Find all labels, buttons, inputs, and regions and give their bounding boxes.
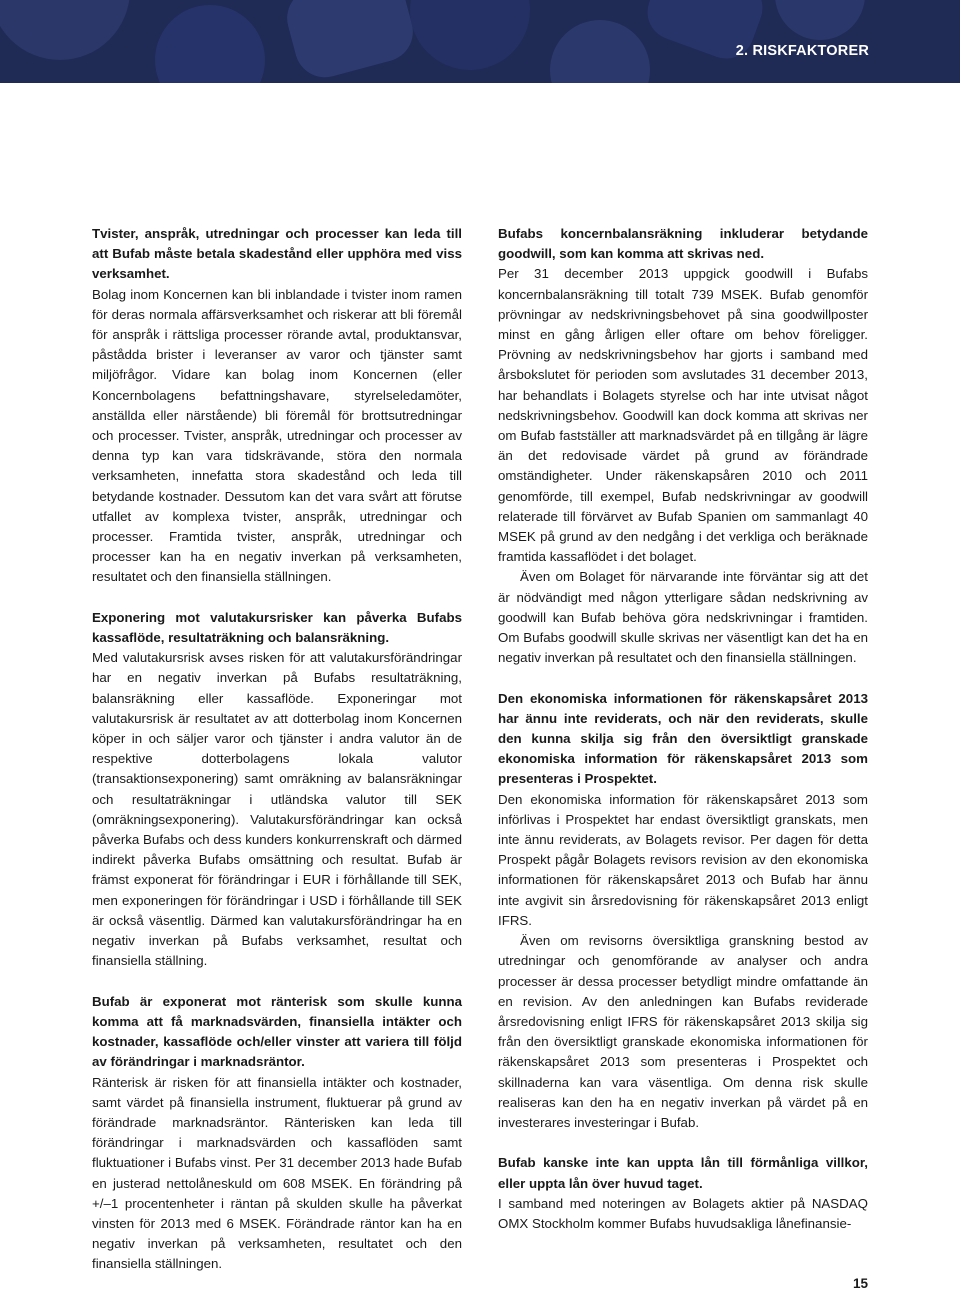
section-heading: Den ekonomiska informationen för räkenskapsåret 2013 har ännu inte reviderats, och när den reviderats, skulle den kunna skilja sig från den översiktligt granskade ekonomiska information för räkenskapsåret 2013 som presenteras i Prospektet. — [498, 690, 868, 787]
page-number: 15 — [852, 1276, 868, 1291]
section-disputes — [92, 224, 462, 588]
section-unaudited-financials — [498, 689, 868, 1133]
section-heading: Exponering mot valutakursrisker kan påverka Bufabs kassaflöde, resultaträkning och balansräkning. — [92, 609, 462, 646]
paragraph: Även om revisorns översiktliga granskning bestod av utredningar och genomförande av analyser och andra processer är dessa processer betydligt mindre omfattande än en revision. Av den anledningen kan Bufabs reviderade årsredovisning enligt IFRS för räkenskapsåret 2013 skilja sig från den översiktligt granskade ekonomiska informationen för räkenskapsåret 2013 som presenteras i Prospektet och skillnaderna kan vara väsentliga. Om denna risk skulle realiseras kan den ha en negativ inverkan på värdet på en investerares investeringar i Bufab. — [498, 933, 868, 1130]
section-currency-risk — [92, 608, 462, 972]
header-decorative-pattern — [0, 0, 960, 83]
section-interest-risk — [92, 992, 462, 1275]
page-header-band — [0, 0, 960, 83]
paragraph: Ränterisk är risken för att finansiella intäkter och kostnader, samt värdet på finansiella instrument, fluktuerar på grund av förändrade marknadsräntor. Ränterisken kan leda till förändringar i marknadsvärden och kassaflöden samt fluktuationer i Bufabs vinst. Per 31 december 2013 hade Bufab en justerad nettolåneskuld om 608 MSEK. En förändring på +/–1 procentenheter i räntan på skulden skulle ha påverkat vinsten för 2013 med 6 MSEK. Förändrade räntor kan ha en negativ inverkan på verksamheten, resultatet och den finansiella ställningen. — [92, 1074, 462, 1272]
section-goodwill — [498, 224, 868, 668]
paragraph: Den ekonomiska information för räkenskapsåret 2013 som införlivas i Prospektet har endast översiktligt granskats, men inte ännu reviderats, av Bolagets revisor. Per dagen för detta Prospekt pågår Bolagets revisors revision av den ekonomiska informationen för räkenskapsåret 2013 och Bufab har ännu inte avgivit sin årsredovisning för räkenskapsåret 2013 enligt IFRS. — [498, 791, 868, 928]
paragraph: Bolag inom Koncernen kan bli inblandade i tvister inom ramen för deras normala affärsverksamhet och riskerar att bli föremål för anspråk i rättsliga processer rörande avtal, produktansvar, påstådda brister i leveranser av varor och tjänster samt miljöfrågor. Vidare kan bolag inom Koncernen (eller Koncernbolagens befattningshavare, styrelseledamöter, anställda eller närstående) bli föremål för brottsutredningar och processer. Tvister, anspråk, utredningar och processer av denna typ kan vara tidskrävande, störa den normala verksamheten, innefatta stora skadestånd och leda till betydande kostnader. Dessutom kan det vara svårt att förutse utfallet av komplexa tvister, anspråk, utredningar och processer. Framtida tvister, anspråk, utredningar och processer kan ha en negativ inverkan på verksamheten, resultatet och den finansiella ställningen. — [92, 286, 462, 585]
right-column — [498, 224, 868, 1254]
section-heading: Bufab kanske inte kan uppta lån till förmånliga villkor, eller uppta lån över huvud taget. — [498, 1155, 868, 1191]
section-heading: Bufabs koncernbalansräkning inkluderar betydande goodwill, som kan komma att skrivas ned. — [498, 226, 868, 262]
left-column — [92, 224, 462, 1295]
paragraph: Även om Bolaget för närvarande inte förväntar sig att det är nödvändigt med någon ytterligare sådan nedskrivning av goodwill kan Bufab behöva göra nedskrivningar i framtiden. Om Bufabs goodwill skulle skrivas ner väsentligt kan det ha en negativ inverkan på resultatet och den finansiella ställningen. — [498, 569, 868, 666]
section-label: 2. RISKFAKTORER — [735, 43, 869, 59]
section-heading: Bufab är exponerat mot ränterisk som skulle kunna komma att få marknadsvärden, finansiella intäkter och kostnader, kassaflöde och/eller vinster att variera till följd av förändringar i marknadsräntor. — [92, 993, 462, 1070]
section-heading: Tvister, anspråk, utredningar och processer kan leda till att Bufab måste betala skadestånd eller upphöra med viss verksamhet. — [92, 226, 462, 282]
paragraph: Med valutakursrisk avses risken för att valutakursförändringar har en negativ inverkan på Bufabs resultaträkning, balansräkning eller kassaflöde. Exponeringar mot valutakursrisk är resultatet av att dotterbolag inom Koncernen köper in och säljer varor och tjänster i andra valutor än de respektive dotterbolagens lokala valutor (transaktionsexponering) samt omräkning av balansräkningar och resultaträkningar i utländska valutor till SEK (omräkningsexponering). Valutakursförändringar kan också påverka Bufabs och dess kunders konkurrenskraft och därmed indirekt påverka Bufabs omsättning och resultat. Bufab är främst exponerat för förändringar i EUR i förhållande till SEK, men exponeringen för förändringar i USD i förhållande till SEK är också väsentlig. Därmed kan valutakursförändringar ha en negativ inverkan på Bufabs verksamhet, resultat och finansiella ställning. — [92, 650, 462, 969]
section-financing — [498, 1153, 868, 1234]
paragraph: I samband med noteringen av Bolagets aktier på NASDAQ OMX Stockholm kommer Bufabs huvudsakliga lånefinansie- — [498, 1195, 868, 1231]
paragraph: Per 31 december 2013 uppgick goodwill i Bufabs koncernbalansräkning till totalt 739 MSEK. Bufab genomför prövningar av nedskrivningsbehovet på sina goodwillposter minst en gång årligen eller oftare om behov föreligger. Prövning av nedskrivningsbehov har gjorts i samband med årsbokslutet för perioden som avslutades 31 december 2013, har behandlats i Bolagets styrelse och har inte utvisat något nedskrivningsbehov. Goodwill kan dock komma att skrivas ner om Bufab fastställer att marknadsvärdet på en tillgång är lägre än det redovisade värdet på grund av förändrade omständigheter. Under räkenskapsåren 2010 och 2011 genomförde, till exempel, Bufab nedskrivningar av goodwill relaterade till förvärvet av Bufab Spanien om sammanlagt 40 MSEK på grund av den nedgång i det verkliga och beräknade framtida kassaflödet i det bolaget. — [498, 266, 868, 565]
